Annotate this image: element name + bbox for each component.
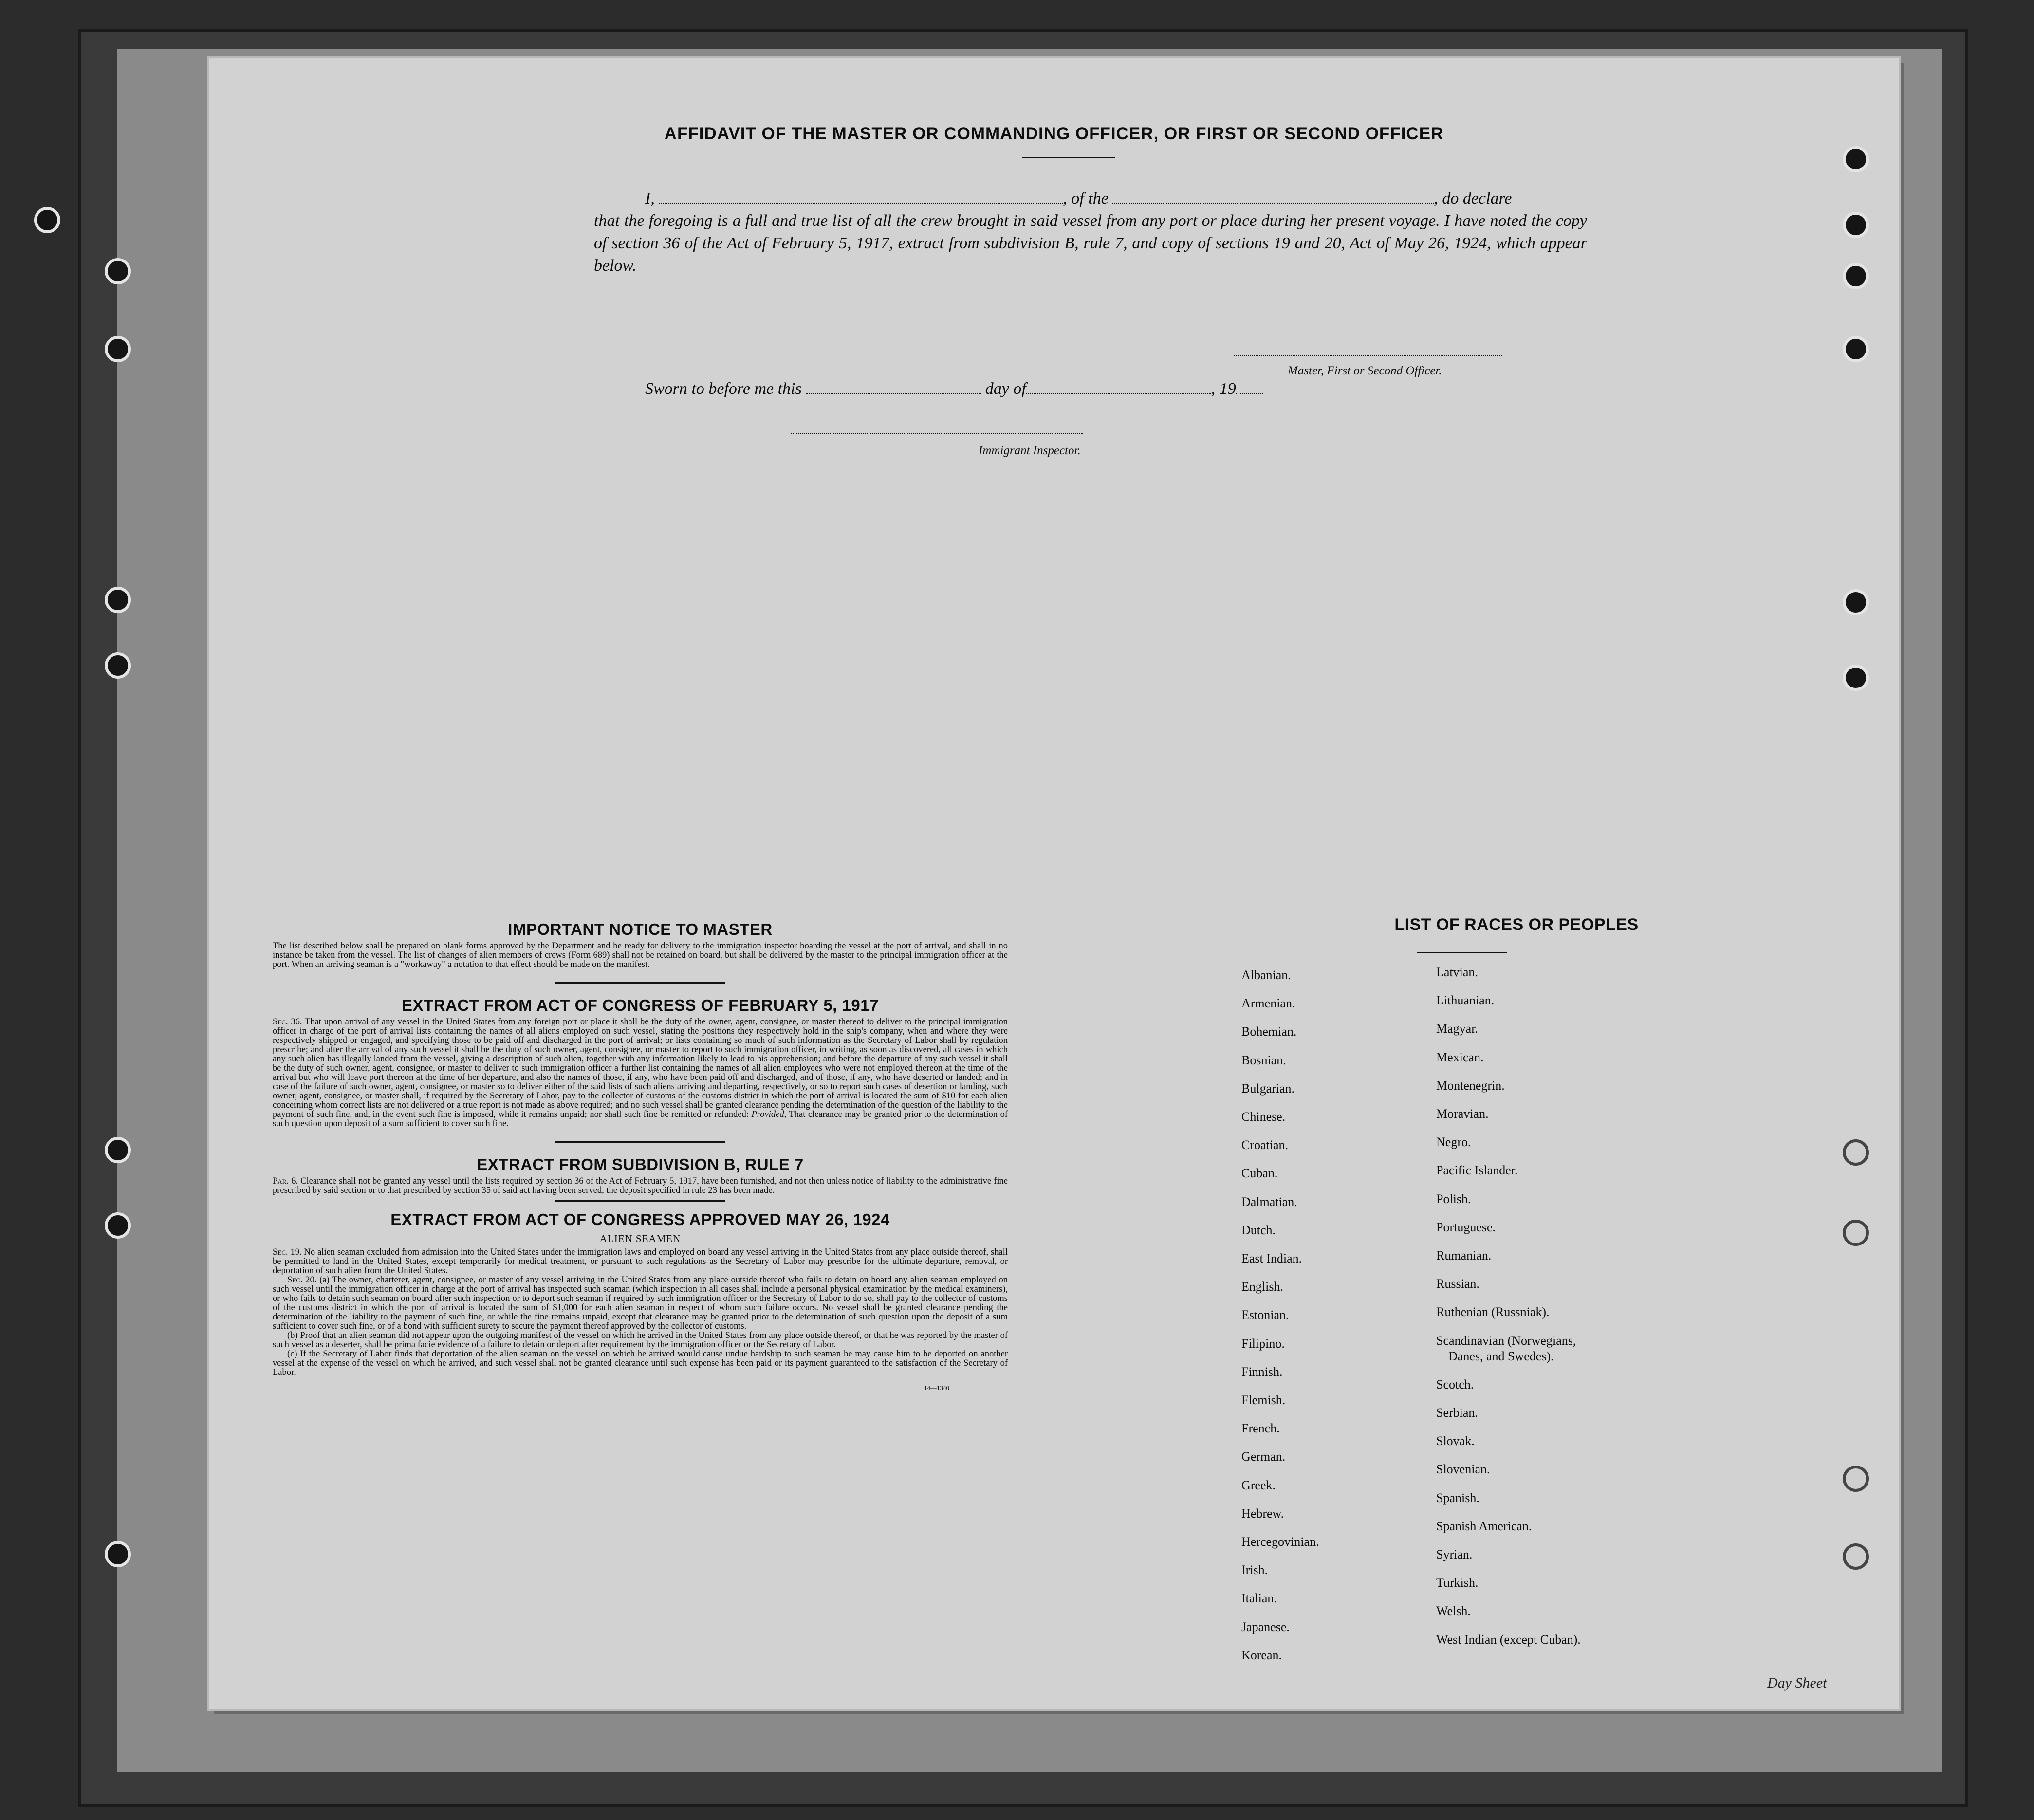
races-title-underline — [1417, 952, 1507, 953]
extract-1917-title: EXTRACT FROM ACT OF CONGRESS OF FEBRUARY 5, 1917 — [402, 996, 879, 1014]
race-item-left: Cuban. — [1241, 1166, 1278, 1181]
sec-19-body: No alien seaman excluded from admission into the United States under the immigration laws and employed on board any vessel arriving in the United States from any place outside thereof, shall be permitted to land in the United States, except temporarily for medical treatment, or pursuant to such regulations as the Secretary of Labor may prescribe for the ultimate departure, removal, or deportation of such alien from the United States. — [273, 1247, 1008, 1276]
race-item-left: Bosnian. — [1241, 1053, 1286, 1067]
race-item-right: Ruthenian (Russniak). — [1436, 1305, 1550, 1319]
sec-36-body: That upon arrival of any vessel in the United States from any foreign port or place it shall be the duty of the owner, agent, consignee, or master thereof to deliver to the principal immigration officer in charge of the port of arrival lists containing the names of all aliens employed on such vessel, stating the positions they respectively hold in the ship's company, when and where they were respectively shipped or engaged, and specifying those to be paid off and discharged in the port of arrival; or lists containing so much of such information as the Secretary of Labor shall by regulation prescribe; and after the arrival of any such vessel it shall be the duty of such owner, agent, consignee, or master to report to such immigration officer, in writing, as soon as discovered, all cases in which any such alien has illegally landed from the vessel, giving a description of such alien, together with any information likely to lead to his apprehension; and before the departure of any such vessel it shall be the duty of such owner, agent, consignee, or master to deliver to such immigration officer a further list containing the names of all alien employees who were not employed thereon at the time of the arrival but who will leave port thereon at the time of her departure, and also the names of those, if any, who have been paid off and discharged, and of those, if any, who have deserted or landed; and in case of the failure of such owner, agent, consignee, or master so to deliver either of the said lists of such aliens arriving and departing, respectively, or so to report such cases of desertion or landing, such owner, agent, consignee, or master shall, if required by the Secretary of Labor, pay to the collector of customs of the customs district in which the port of arrival is located the sum of $10 for each alien concerning whom correct lists are not delivered or a true report is not made as above required; and no such vessel shall be granted clearance pending the determination of the question of the liability to the payment of such fine, and, in the event such fine is imposed, while it remains unpaid; nor shall such fine be remitted or refunded: — [273, 1017, 1008, 1119]
race-item-left: French. — [1241, 1421, 1280, 1436]
binder-hole — [34, 207, 60, 233]
race-item-right: Welsh. — [1436, 1604, 1471, 1618]
punch-hole — [1843, 212, 1869, 238]
divider — [555, 1200, 725, 1202]
inspector-signature-line[interactable] — [791, 433, 1083, 434]
race-item-right: Spanish. — [1436, 1490, 1479, 1505]
race-item-left: Estonian. — [1241, 1308, 1289, 1322]
race-item-left: English. — [1241, 1280, 1283, 1294]
punch-hole — [1843, 1139, 1869, 1166]
race-item-left: Finnish. — [1241, 1364, 1283, 1379]
binder-hole — [105, 652, 131, 679]
inspector-label: Immigrant Inspector. — [979, 444, 1081, 457]
sec-19-lead: Sec. 19. — [273, 1247, 302, 1257]
alien-seamen-subtitle: ALIEN SEAMEN — [599, 1233, 681, 1244]
race-item-right: Syrian. — [1436, 1547, 1473, 1561]
handwritten-note: Day Sheet — [1767, 1675, 1827, 1691]
day-of-label: day of — [985, 380, 1026, 398]
race-item-left: Dutch. — [1241, 1223, 1276, 1237]
race-item-right: Rumanian. — [1436, 1248, 1492, 1263]
sec-20a-body: (a) The owner, charterer, agent, consignee, or master of any vessel arriving in the United States from any place outside thereof who fails to detain on board any alien seaman employed on such vessel until the immigration officer in charge at the port of arrival has inspected such seaman (which inspection in all cases shall include a personal physical examination by the medical examiners), or who fails to detain such seaman on board after such inspection or to deport such seaman if required by such immigration officer or the Secretary of Labor to do so, shall pay to the collector of customs of the customs district in which the port of arrival is located the sum of $1,000 for each alien seaman in respect of whom such failure occurs. No vessel shall be granted clearance pending the determination of the liability to the payment of such fine, or while the fine remains unpaid, except that clearance may be granted prior to the determination of such question upon the deposit of a sum sufficient to cover such fine, or of a bond with sufficient surety to secure the payment thereof approved by the collector of customs. — [273, 1275, 1008, 1331]
sec-20-lead: Sec. 20. — [287, 1275, 317, 1285]
race-item-left: Hebrew. — [1241, 1506, 1284, 1521]
binder-hole — [105, 1212, 131, 1239]
binder-hole — [105, 336, 131, 362]
binder-hole — [105, 1137, 131, 1163]
extract-1924-title: EXTRACT FROM ACT OF CONGRESS APPROVED MAY 26, 1924 — [390, 1210, 890, 1228]
subdivision-b-text — [273, 1177, 1008, 1195]
race-item-right: Spanish American. — [1436, 1519, 1532, 1533]
race-item-left: Bohemian. — [1241, 1024, 1297, 1039]
sec-19-text — [273, 1248, 1008, 1276]
race-item-left: Japanese. — [1241, 1619, 1290, 1634]
notice-title: IMPORTANT NOTICE TO MASTER — [508, 920, 773, 938]
race-item-right: Scotch. — [1436, 1377, 1474, 1392]
sworn-month-field[interactable] — [1026, 380, 1211, 394]
race-item-right: Slovenian. — [1436, 1462, 1490, 1477]
race-item-right: Portuguese. — [1436, 1220, 1496, 1234]
race-item-left: Hercegovinian. — [1241, 1535, 1319, 1549]
race-item-right: Moravian. — [1436, 1107, 1489, 1121]
race-item-right: Magyar. — [1436, 1021, 1478, 1036]
race-item-right: Scandinavian (Norwegians, — [1436, 1333, 1576, 1348]
binder-hole — [105, 258, 131, 284]
race-item-left: Korean. — [1241, 1648, 1282, 1662]
proviso-word: Provided, — [751, 1110, 787, 1119]
race-item-right: Mexican. — [1436, 1050, 1484, 1064]
sworn-year-field[interactable] — [1236, 380, 1263, 394]
par-6-body: Clearance shall not be granted any vessel until the lists required by section 36 of the Act of February 5, 1917, have been furnished, and not then unless notice of liability to the administrative fine prescribed by said section or to that prescribed by section 35 of said act having been served, the deposit specified in rule 23 has been made. — [273, 1176, 1008, 1195]
form-number: 14—1340 — [924, 1384, 949, 1392]
binder-hole — [105, 587, 131, 613]
punch-hole — [1843, 1220, 1869, 1246]
year-label: , 19 — [1211, 380, 1236, 398]
race-item-right: Russian. — [1436, 1277, 1479, 1291]
race-item-left: Irish. — [1241, 1563, 1268, 1578]
affidavit-text — [594, 187, 1587, 277]
races-title: LIST OF RACES OR PEOPLES — [1394, 915, 1639, 934]
divider — [555, 982, 725, 984]
race-item-left: Flemish. — [1241, 1393, 1286, 1407]
race-item-left: Filipino. — [1241, 1336, 1285, 1351]
race-item-right: Latvian. — [1436, 965, 1478, 979]
affidavit-body: that the foregoing is a full and true list of all the crew brought in said vessel from any port or place during her present voyage. I have noted the copy of section 36 of the Act of February 5, 1917, extract from subdivision B, rule 7, and copy of sections 19 and 20, Act of May 26, 1924, which appear below. — [594, 212, 1587, 275]
punch-hole — [1843, 1466, 1869, 1492]
sec-20c-text: (c) If the Secretary of Labor finds that deportation of the alien seaman on the vessel on which he arrived would cause undue hardship to such seaman he may cause him to be deported on another vessel at the expense of the vessel on which he arrived, and such vessel shall not be granted clearance until such expense has been paid or its payment guaranteed to the satisfaction of the Secretary of Labor. — [273, 1349, 1008, 1377]
race-item-left: Dalmatian. — [1241, 1194, 1297, 1209]
sworn-label: Sworn to before me this — [645, 380, 802, 398]
vessel-name-field[interactable] — [1112, 190, 1434, 204]
punch-hole — [1843, 1543, 1869, 1570]
sec-36-lead: Sec. 36. — [273, 1017, 302, 1027]
notice-column — [273, 920, 1008, 1392]
sworn-day-field[interactable] — [806, 380, 981, 394]
punch-hole — [1843, 336, 1869, 362]
race-item-right: Serbian. — [1436, 1406, 1478, 1420]
proviso-text: That clearance may be granted prior to the determination of such question upon deposit of a sum sufficient to cover such fine. — [273, 1110, 1008, 1129]
master-signature-label: Master, First or Second Officer. — [1288, 364, 1442, 377]
race-item-left: Italian. — [1241, 1591, 1277, 1606]
race-item-right: Slovak. — [1436, 1434, 1475, 1449]
subdivision-b-title: EXTRACT FROM SUBDIVISION B, RULE 7 — [477, 1155, 804, 1173]
declarant-name-field[interactable] — [659, 190, 1063, 204]
race-item-right: Turkish. — [1436, 1576, 1479, 1590]
binder-hole — [105, 1541, 131, 1567]
race-item-right: Polish. — [1436, 1191, 1471, 1206]
vessel-label: , of the — [1063, 189, 1109, 207]
master-signature-line[interactable] — [1234, 355, 1502, 356]
affidavit-page — [209, 58, 1899, 1709]
race-item-right: Pacific Islander. — [1436, 1163, 1518, 1178]
punch-hole — [1843, 146, 1869, 172]
declarant-label: I, — [645, 189, 655, 207]
sworn-line — [645, 380, 1263, 398]
race-item-right: Lithuanian. — [1436, 993, 1495, 1008]
notice-text: The list described below shall be prepared on blank forms approved by the Department and be ready for delivery to the immigration inspector boarding the vessel at the port of arrival, and shall in no instance be taken from the vessel. The list of changes of alien members of crews (Form 689) shall not be retained on board, but shall be delivered by the master to the principal immigration officer at the port. When an arriving seaman is a "workaway" a notation to that effect should be made on the manifest. — [273, 941, 1008, 969]
race-item-left: Armenian. — [1241, 996, 1295, 1011]
punch-hole — [1843, 665, 1869, 691]
race-item-left: Albanian. — [1241, 968, 1291, 982]
race-item-left: Croatian. — [1241, 1138, 1289, 1152]
declare-label: , do declare — [1434, 189, 1512, 207]
race-item-left: Bulgarian. — [1241, 1081, 1295, 1096]
sec-20b-text: (b) Proof that an alien seaman did not appear upon the outgoing manifest of the vessel on which he arrived in the United States from any place outside thereof, or that he was reported by the master of such vessel as a deserter, shall be prima facie evidence of a failure to detain or deport after requirement by the immigration officer or the Secretary of Labor. — [273, 1331, 1008, 1350]
race-item-right: Negro. — [1436, 1135, 1471, 1150]
affidavit-title: AFFIDAVIT OF THE MASTER OR COMMANDING OFFICER, OR FIRST OR SECOND OFFICER — [664, 124, 1444, 143]
extract-1917-text — [273, 1018, 1008, 1129]
race-item-right: West Indian (except Cuban). — [1436, 1632, 1581, 1647]
divider — [555, 1141, 725, 1143]
punch-hole — [1843, 263, 1869, 289]
race-item-left: East Indian. — [1241, 1251, 1302, 1265]
par-6-lead: Par. 6. — [273, 1176, 298, 1186]
punch-hole — [1843, 589, 1869, 615]
race-item-right: Danes, and Swedes). — [1448, 1349, 1554, 1363]
race-item-right: Montenegrin. — [1436, 1078, 1505, 1093]
sec-20a-text — [273, 1276, 1008, 1331]
race-item-left: Chinese. — [1241, 1110, 1286, 1124]
race-item-left: Greek. — [1241, 1478, 1276, 1492]
race-item-left: German. — [1241, 1449, 1286, 1464]
title-underline — [1022, 157, 1115, 158]
